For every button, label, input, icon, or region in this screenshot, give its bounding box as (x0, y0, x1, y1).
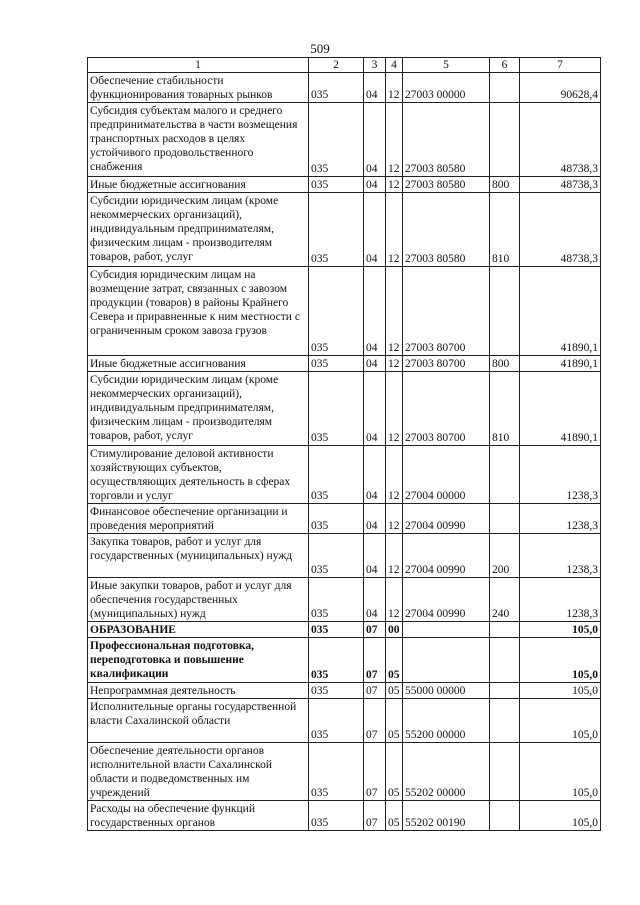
row-amount: 48738,3 (520, 103, 601, 177)
row-target-article: 27004 00990 (403, 504, 490, 534)
page-number: 509 (310, 41, 330, 56)
row-section: 04 (364, 267, 386, 356)
row-subsection: 12 (386, 356, 403, 372)
row-amount: 1238,3 (520, 446, 601, 504)
row-subsection: 05 (386, 683, 403, 699)
column-header: 6 (490, 58, 520, 73)
row-expense-type (490, 73, 520, 103)
row-subsection: 12 (386, 103, 403, 177)
row-subsection: 00 (386, 622, 403, 638)
row-code: 035 (309, 177, 364, 193)
row-code: 035 (309, 73, 364, 103)
row-code: 035 (309, 743, 364, 801)
column-number-header (88, 58, 601, 73)
row-amount: 105,0 (520, 638, 601, 683)
row-target-article: 27003 80700 (403, 356, 490, 372)
row-section: 04 (364, 446, 386, 504)
row-target-article (403, 638, 490, 683)
row-expense-type (490, 683, 520, 699)
row-target-article: 27004 00990 (403, 578, 490, 622)
column-header: 7 (520, 58, 601, 73)
row-amount: 1238,3 (520, 534, 601, 578)
row-section: 07 (364, 683, 386, 699)
row-target-article: 27003 80580 (403, 177, 490, 193)
table-row (88, 638, 601, 683)
row-subsection: 05 (386, 638, 403, 683)
row-subsection: 12 (386, 267, 403, 356)
row-expense-type (490, 446, 520, 504)
row-target-article: 55000 00000 (403, 683, 490, 699)
row-expense-type: 200 (490, 534, 520, 578)
row-name: Иные бюджетные ассигнования (88, 356, 309, 372)
row-target-article: 55200 00000 (403, 699, 490, 743)
row-section: 07 (364, 638, 386, 683)
row-target-article: 55202 00000 (403, 743, 490, 801)
row-name: Стимулирование деловой активности хозяйствующих субъектов, осуществляющих деятельность в сферах торговли и услуг (88, 446, 309, 504)
row-expense-type (490, 743, 520, 801)
row-section: 07 (364, 801, 386, 831)
row-expense-type (490, 638, 520, 683)
row-name: Закупка товаров, работ и услуг для государственных (муниципальных) нужд (88, 534, 309, 578)
row-code: 035 (309, 534, 364, 578)
row-expense-type: 800 (490, 177, 520, 193)
table-row (88, 267, 601, 356)
row-subsection: 05 (386, 743, 403, 801)
table-row (88, 504, 601, 534)
column-header: 3 (364, 58, 386, 73)
row-name: Расходы на обеспечение функций государственных органов (88, 801, 309, 831)
row-subsection: 12 (386, 372, 403, 446)
row-code: 035 (309, 699, 364, 743)
row-amount: 105,0 (520, 683, 601, 699)
table-row (88, 193, 601, 267)
row-section: 07 (364, 622, 386, 638)
table-row (88, 534, 601, 578)
row-target-article: 27003 80580 (403, 193, 490, 267)
table-row (88, 73, 601, 103)
table-row (88, 683, 601, 699)
row-amount: 105,0 (520, 622, 601, 638)
row-name: Финансовое обеспечение организации и проведения мероприятий (88, 504, 309, 534)
row-section: 04 (364, 578, 386, 622)
row-subsection: 12 (386, 446, 403, 504)
row-subsection: 12 (386, 578, 403, 622)
table-row (88, 578, 601, 622)
row-subsection: 12 (386, 193, 403, 267)
row-code: 035 (309, 578, 364, 622)
row-subsection: 12 (386, 73, 403, 103)
table-row (88, 446, 601, 504)
row-expense-type (490, 801, 520, 831)
row-expense-type: 810 (490, 372, 520, 446)
row-section: 07 (364, 743, 386, 801)
row-amount: 105,0 (520, 801, 601, 831)
column-header: 4 (386, 58, 403, 73)
row-name: Обеспечение стабильности функционирования товарных рынков (88, 73, 309, 103)
row-subsection: 05 (386, 801, 403, 831)
row-amount: 90628,4 (520, 73, 601, 103)
row-code: 035 (309, 193, 364, 267)
row-name: Иные закупки товаров, работ и услуг для обеспечения государственных (муниципальных) нужд (88, 578, 309, 622)
row-expense-type (490, 504, 520, 534)
table-row (88, 177, 601, 193)
row-target-article (403, 622, 490, 638)
row-target-article: 27003 00000 (403, 73, 490, 103)
column-header: 5 (403, 58, 490, 73)
row-target-article: 27003 80700 (403, 372, 490, 446)
row-target-article: 27004 00000 (403, 446, 490, 504)
row-amount: 105,0 (520, 743, 601, 801)
row-subsection: 12 (386, 177, 403, 193)
row-subsection: 05 (386, 699, 403, 743)
row-subsection: 12 (386, 504, 403, 534)
row-amount: 41890,1 (520, 372, 601, 446)
row-name: Непрограммная деятельность (88, 683, 309, 699)
row-name: Субсидия субъектам малого и среднего предпринимательства в части возмещения транспортных расходов в целях устойчивого продовольственного снабжения (88, 103, 309, 177)
row-name: Исполнительные органы государственной власти Сахалинской области (88, 699, 309, 743)
row-code: 035 (309, 638, 364, 683)
row-amount: 41890,1 (520, 356, 601, 372)
row-name: Профессиональная подготовка, переподготовка и повышение квалификации (88, 638, 309, 683)
row-expense-type (490, 103, 520, 177)
row-code: 035 (309, 267, 364, 356)
row-name: Субсидия юридическим лицам на возмещение затрат, связанных с завозом продукции (товаров) в районы Крайнего Севера и приравненные к ним местности с ограниченным сроком завоза грузов (88, 267, 309, 356)
row-expense-type: 810 (490, 193, 520, 267)
row-amount: 48738,3 (520, 177, 601, 193)
row-section: 04 (364, 103, 386, 177)
row-name: Обеспечение деятельности органов исполнительной власти Сахалинской области и подведомственных им учреждений (88, 743, 309, 801)
table-row (88, 103, 601, 177)
row-code: 035 (309, 801, 364, 831)
row-amount: 105,0 (520, 699, 601, 743)
row-section: 04 (364, 504, 386, 534)
budget-table (87, 57, 601, 831)
table-row (88, 801, 601, 831)
row-code: 035 (309, 356, 364, 372)
row-name: Субсидии юридическим лицам (кроме некоммерческих организаций), индивидуальным предпринимателям, физическим лицам - производителям товаров, работ, услуг (88, 193, 309, 267)
row-name: Иные бюджетные ассигнования (88, 177, 309, 193)
row-expense-type: 240 (490, 578, 520, 622)
row-name: ОБРАЗОВАНИЕ (88, 622, 309, 638)
column-header: 1 (88, 58, 309, 73)
row-section: 04 (364, 356, 386, 372)
table-row (88, 743, 601, 801)
row-code: 035 (309, 372, 364, 446)
table-row (88, 622, 601, 638)
row-code: 035 (309, 103, 364, 177)
table-row (88, 356, 601, 372)
row-section: 04 (364, 73, 386, 103)
row-target-article: 27004 00990 (403, 534, 490, 578)
table-row (88, 699, 601, 743)
row-expense-type (490, 267, 520, 356)
column-header: 2 (309, 58, 364, 73)
row-amount: 1238,3 (520, 578, 601, 622)
row-code: 035 (309, 446, 364, 504)
row-amount: 41890,1 (520, 267, 601, 356)
row-expense-type (490, 622, 520, 638)
row-section: 04 (364, 372, 386, 446)
row-amount: 1238,3 (520, 504, 601, 534)
row-code: 035 (309, 683, 364, 699)
row-section: 07 (364, 699, 386, 743)
row-target-article: 55202 00190 (403, 801, 490, 831)
row-target-article: 27003 80580 (403, 103, 490, 177)
row-expense-type: 800 (490, 356, 520, 372)
row-code: 035 (309, 622, 364, 638)
row-section: 04 (364, 193, 386, 267)
row-section: 04 (364, 177, 386, 193)
row-code: 035 (309, 504, 364, 534)
table-row (88, 372, 601, 446)
row-subsection: 12 (386, 534, 403, 578)
row-expense-type (490, 699, 520, 743)
row-section: 04 (364, 534, 386, 578)
row-name: Субсидии юридическим лицам (кроме некоммерческих организаций), индивидуальным предпринимателям, физическим лицам - производителям товаров, работ, услуг (88, 372, 309, 446)
row-amount: 48738,3 (520, 193, 601, 267)
row-target-article: 27003 80700 (403, 267, 490, 356)
